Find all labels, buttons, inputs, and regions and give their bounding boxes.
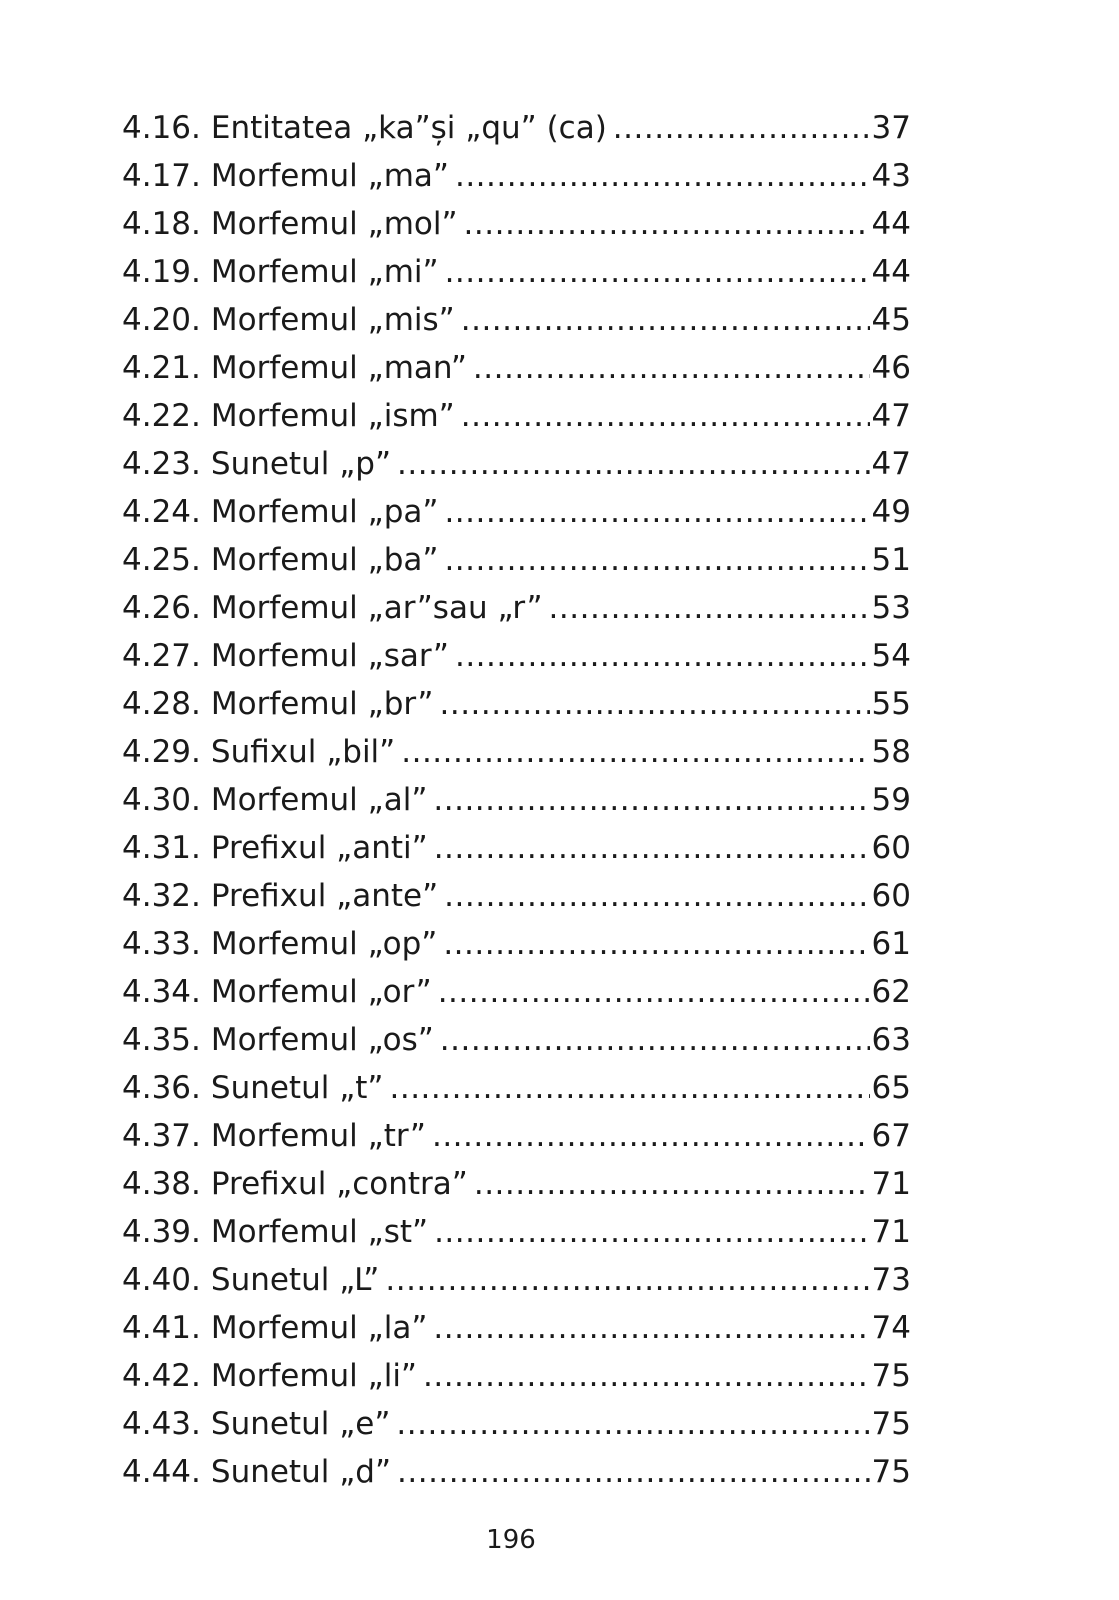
toc-entry-page: 37 [871,110,911,146]
toc-entry[interactable] [122,152,911,200]
toc-entry-page: 43 [871,158,911,194]
toc-entry-number: 4.41. [122,1310,201,1346]
toc-entry-title: Sunetul „d” [210,1454,392,1490]
toc-entry[interactable] [122,392,911,440]
dot-leader [423,1352,870,1400]
toc-entry-page: 67 [871,1118,911,1154]
dot-leader [438,968,870,1016]
toc-entry-page: 51 [871,542,911,578]
dot-leader [434,824,870,872]
toc-entry-page: 60 [871,830,911,866]
toc-entry-title: Entitatea „ka”și „qu” (ca) [210,110,607,146]
toc-entry-page: 59 [871,782,911,818]
toc-entry-title: Morfemul „mi” [210,254,439,290]
dot-leader [445,248,870,296]
toc-entry-title: Morfemul „pa” [210,494,439,530]
toc-entry-title: Morfemul „mol” [210,206,458,242]
toc-entry-page: 61 [871,926,911,962]
dot-leader [455,632,870,680]
toc-entry-page: 65 [871,1070,911,1106]
toc-entry[interactable] [122,920,911,968]
dot-leader [444,872,869,920]
toc-entry-title: Morfemul „st” [210,1214,429,1250]
toc-entry[interactable] [122,536,911,584]
toc-entry-page: 75 [871,1358,911,1394]
toc-entry[interactable] [122,296,911,344]
toc-entry[interactable] [122,1016,911,1064]
toc-entry-title: Morfemul „la” [210,1310,428,1346]
toc-entry-page: 75 [871,1406,911,1442]
toc-entry-number: 4.28. [122,686,201,722]
toc-entry-page: 62 [871,974,911,1010]
toc-entry-number: 4.33. [122,926,201,962]
dot-leader [396,1400,869,1448]
toc-entry[interactable] [122,1160,911,1208]
dot-leader [443,920,869,968]
dot-leader [440,1016,870,1064]
toc-entry[interactable] [122,1352,911,1400]
dot-leader [433,776,869,824]
dot-leader [461,392,870,440]
dot-leader [440,680,870,728]
dot-leader [401,728,869,776]
toc-entry-page: 53 [871,590,911,626]
toc-entry-number: 4.21. [122,350,201,386]
toc-entry[interactable] [122,632,911,680]
toc-entry[interactable] [122,1304,911,1352]
toc-entry-title: Sufixul „bil” [210,734,396,770]
dot-leader [549,584,870,632]
toc-entry-number: 4.34. [122,974,201,1010]
toc-entry-title: Prefixul „contra” [210,1166,468,1202]
toc-entry-number: 4.43. [122,1406,201,1442]
toc-entry-title: Morfemul „sar” [210,638,449,674]
dot-leader [444,488,869,536]
toc-entry[interactable] [122,824,911,872]
toc-entry-page: 54 [871,638,911,674]
toc-entry-number: 4.42. [122,1358,201,1394]
toc-entry-number: 4.37. [122,1118,201,1154]
toc-entry[interactable] [122,104,911,152]
toc-entry-title: Prefixul „ante” [210,878,439,914]
toc-entry-number: 4.36. [122,1070,201,1106]
dot-leader [455,152,870,200]
toc-entry-title: Morfemul „op” [210,926,438,962]
toc-entry[interactable] [122,584,911,632]
toc-entry[interactable] [122,1112,911,1160]
dot-leader [434,1208,869,1256]
toc-entry-title: Morfemul „ma” [210,158,449,194]
table-of-contents [122,104,911,1496]
dot-leader [461,296,870,344]
toc-entry[interactable] [122,872,911,920]
toc-entry-number: 4.31. [122,830,201,866]
dot-leader [444,536,869,584]
toc-entry-number: 4.30. [122,782,201,818]
toc-entry-title: Morfemul „ism” [210,398,455,434]
toc-entry-number: 4.23. [122,446,201,482]
toc-entry-number: 4.24. [122,494,201,530]
toc-entry[interactable] [122,1256,911,1304]
toc-entry-number: 4.32. [122,878,201,914]
toc-entry[interactable] [122,728,911,776]
dot-leader [432,1112,870,1160]
toc-entry-title: Morfemul „ar”sau „r” [210,590,543,626]
toc-entry-number: 4.44. [122,1454,201,1490]
toc-entry-page: 63 [871,1022,911,1058]
toc-entry-title: Sunetul „p” [210,446,392,482]
toc-entry-page: 60 [871,878,911,914]
toc-entry[interactable] [122,776,911,824]
toc-entry[interactable] [122,488,911,536]
toc-entry-title: Sunetul „t” [210,1070,384,1106]
toc-entry[interactable] [122,968,911,1016]
dot-leader [397,1448,870,1496]
toc-entry[interactable] [122,1448,911,1496]
toc-entry-number: 4.35. [122,1022,201,1058]
toc-entry-number: 4.19. [122,254,201,290]
page-number: 196 [486,1525,536,1555]
toc-entry-page: 44 [871,254,911,290]
toc-entry-title: Prefixul „anti” [210,830,428,866]
dot-leader [613,104,870,152]
toc-entry-number: 4.38. [122,1166,201,1202]
toc-entry-page: 58 [871,734,911,770]
dot-leader [397,440,870,488]
toc-entry-number: 4.29. [122,734,201,770]
toc-entry-page: 71 [871,1214,911,1250]
dot-leader [389,1064,869,1112]
toc-entry-number: 4.25. [122,542,201,578]
toc-entry-page: 46 [871,350,911,386]
toc-entry-number: 4.27. [122,638,201,674]
toc-entry-page: 73 [871,1262,911,1298]
toc-entry-page: 47 [871,398,911,434]
toc-entry-page: 47 [871,446,911,482]
toc-entry-page: 45 [871,302,911,338]
toc-entry[interactable] [122,344,911,392]
toc-entry-number: 4.26. [122,590,201,626]
toc-entry-title: Morfemul „man” [210,350,467,386]
toc-entry-page: 44 [871,206,911,242]
toc-entry-number: 4.17. [122,158,201,194]
toc-entry-title: Morfemul „al” [210,782,428,818]
toc-entry-title: Morfemul „li” [210,1358,417,1394]
toc-entry-page: 55 [871,686,911,722]
toc-entry-title: Morfemul „mis” [210,302,455,338]
toc-entry-title: Morfemul „or” [210,974,432,1010]
toc-entry-page: 75 [871,1454,911,1490]
dot-leader [385,1256,869,1304]
toc-entry-number: 4.18. [122,206,201,242]
toc-entry[interactable] [122,440,911,488]
toc-entry-title: Morfemul „os” [210,1022,434,1058]
toc-entry-number: 4.40. [122,1262,201,1298]
toc-entry-number: 4.16. [122,110,201,146]
toc-entry-page: 71 [871,1166,911,1202]
toc-entry-title: Morfemul „br” [210,686,434,722]
toc-entry-page: 49 [871,494,911,530]
toc-entry-title: Morfemul „tr” [210,1118,426,1154]
toc-entry[interactable] [122,200,911,248]
toc-entry-title: Sunetul „e” [210,1406,391,1442]
toc-entry-number: 4.22. [122,398,201,434]
dot-leader [464,200,870,248]
toc-entry[interactable] [122,1208,911,1256]
dot-leader [433,1304,869,1352]
toc-entry-number: 4.20. [122,302,201,338]
toc-entry-title: Sunetul „L” [210,1262,380,1298]
toc-entry[interactable] [122,1064,911,1112]
dot-leader [474,1160,870,1208]
toc-entry[interactable] [122,680,911,728]
toc-entry[interactable] [122,1400,911,1448]
toc-entry-number: 4.39. [122,1214,201,1250]
toc-entry[interactable] [122,248,911,296]
dot-leader [473,344,870,392]
toc-entry-page: 74 [871,1310,911,1346]
toc-entry-title: Morfemul „ba” [210,542,439,578]
